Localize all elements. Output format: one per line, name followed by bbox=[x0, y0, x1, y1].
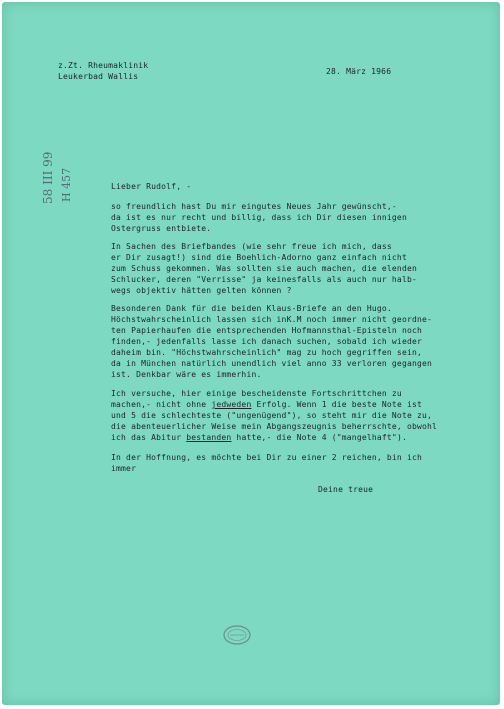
paragraph-4-line-2-start: machen,- nicht ohne bbox=[111, 400, 212, 409]
paragraph-5-line-1: In der Hoffnung, es möchte bei Dir zu einer 2 reichen, bin ich bbox=[111, 453, 423, 462]
paragraph-3-line-7: ist. Denkbar wäre es immerhin. bbox=[111, 370, 262, 379]
paragraph-2-line-1: In Sachen des Briefbandes (wie sehr freue ich mich, dass bbox=[111, 242, 392, 251]
paragraph-2-line-3: zum Schuss gekommen. Was sollten sie auch machen, die elenden bbox=[111, 264, 418, 273]
paragraph-3-line-5: daheim bin. "Höchstwahrscheinlich" mag zu hoch gegriffen sein, bbox=[111, 348, 423, 357]
closing: Deine treue bbox=[318, 485, 374, 494]
archive-stamp-icon bbox=[222, 624, 252, 646]
paragraph-4-line-5-start: ich das Abitur bbox=[111, 433, 187, 442]
paragraph-2-line-5: wegs objektiv hätten gelten können ? bbox=[111, 286, 292, 295]
paragraph-4-line-2-end: Erfolg. Wenn 1 die beste Note ist bbox=[251, 400, 423, 409]
paragraph-2-line-4: Schlucker, deren "Verrisse" ja keinesfalls als auch nur halb- bbox=[111, 275, 418, 284]
paragraph-4-line-3: und 5 die schlechteste ("ungenügend"), so steht mir die Note zu, bbox=[111, 411, 433, 420]
paragraph-2-line-2: er Dir zusagt!) sind die Boehlich-Adorno ganz einfach nicht bbox=[111, 253, 407, 262]
underlined-word-bestanden: bestanden bbox=[186, 433, 232, 442]
handwritten-mark-line-1: 58 III 99 bbox=[41, 151, 55, 204]
paragraph-4-line-2 bbox=[111, 400, 422, 410]
handwritten-mark-line-2: H 457 bbox=[60, 167, 73, 202]
paragraph-4-line-5-end: hatte,- die Note 4 ("mangelhaft"). bbox=[231, 433, 407, 442]
letter-date: 28. März 1966 bbox=[326, 67, 392, 76]
paragraph-5-line-2: immer bbox=[111, 464, 137, 473]
paragraph-4-line-4: die abenteuerlicher Weise mein Abgangszeugnis beherrschte, obwohl bbox=[111, 422, 438, 431]
paragraph-1-line-1: so freundlich hast Du mir eingutes Neues Jahr gewünscht,- bbox=[111, 202, 397, 211]
paragraph-3-line-6: da in München natürlich unendlich viel anno 33 verloren gegangen bbox=[111, 359, 433, 368]
sender-line-2: Leukerbad Wallis bbox=[58, 72, 139, 81]
paragraph-3-line-2: Höchstwahrscheinlich lassen sich inK.M noch immer nicht geordne- bbox=[111, 315, 433, 324]
paragraph-3-line-4: finden,- jedenfalls lasse ich danach suchen, sobald ich wieder bbox=[111, 337, 423, 346]
underlined-word-jedweden: jedweden bbox=[211, 400, 252, 409]
paragraph-3-line-1: Besonderen Dank für die beiden Klaus-Briefe an den Hugo. bbox=[111, 304, 392, 313]
paragraph-3-line-3: ten Papierhaufen die entsprechenden Hofmannsthal-Episteln noch bbox=[111, 326, 423, 335]
handwritten-archive-mark bbox=[38, 128, 78, 208]
salutation: Lieber Rudolf, - bbox=[111, 182, 192, 191]
paragraph-4-line-5 bbox=[111, 433, 407, 443]
paragraph-4-line-1: Ich versuche, hier einige bescheidenste Fortschrittchen zu bbox=[111, 389, 402, 398]
sender-line-1: z.Zt. Rheumaklinik bbox=[58, 61, 149, 70]
paragraph-1-line-3: Ostergruss entbiete. bbox=[111, 224, 212, 233]
paragraph-1-line-2: da ist es nur recht und billig, dass ich Dir diesen innigen bbox=[111, 213, 407, 222]
